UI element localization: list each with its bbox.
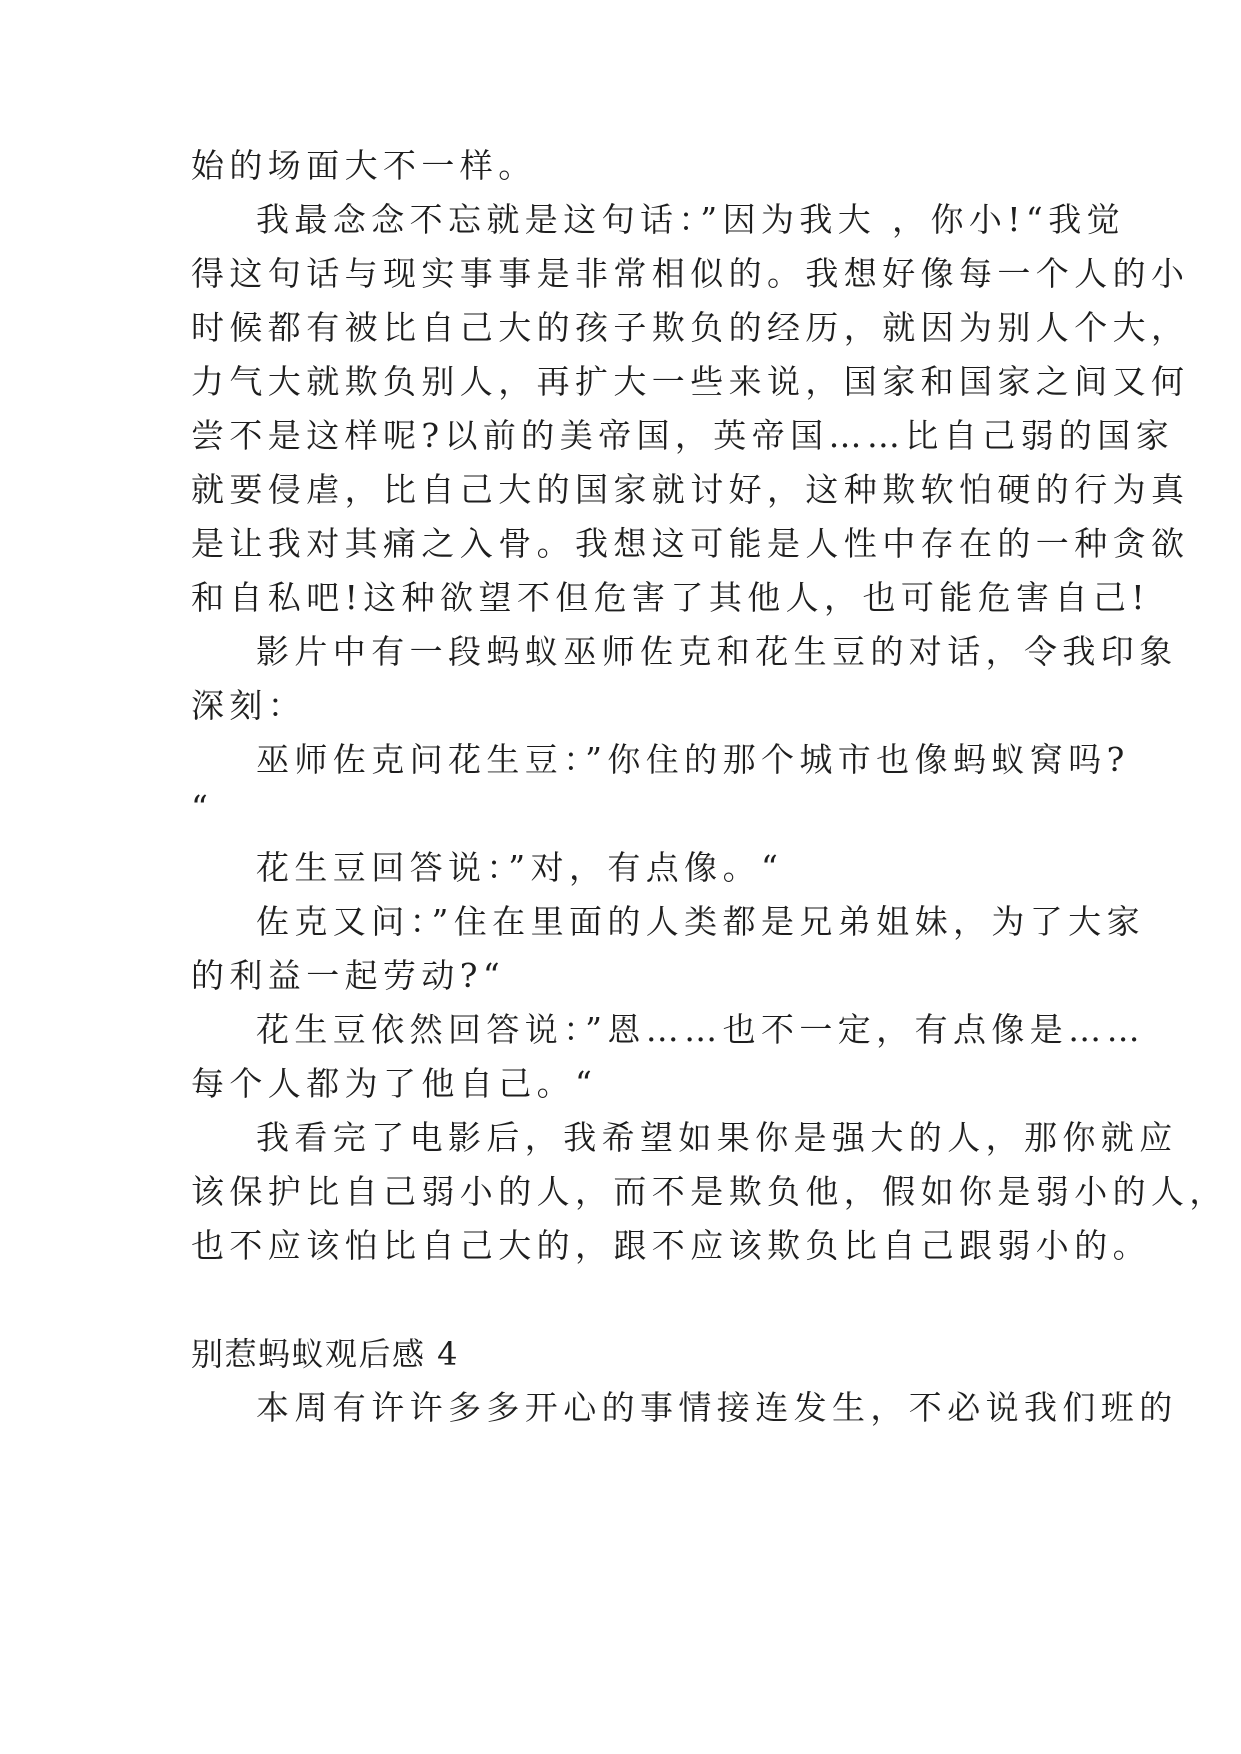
paragraph-line: 力气大就欺负别人，再扩大一些来说，国家和国家之间又何 (191, 362, 1190, 401)
paragraph-line: 我最念念不忘就是这句话：”因为我大 ，你小!“我觉 (256, 200, 1125, 239)
paragraph-line: 该保护比自己弱小的人，而不是欺负他，假如你是弱小的人， (191, 1172, 1228, 1211)
paragraph-line: 的利益一起劳动?“ (191, 956, 506, 995)
paragraph-line: 是让我对其痛之入骨。我想这可能是人性中存在的一种贪欲 (191, 524, 1190, 563)
paragraph-line: 巫师佐克问花生豆：”你住的那个城市也像蚂蚁窝吗? (256, 740, 1130, 779)
paragraph-line: 影片中有一段蚂蚁巫师佐克和花生豆的对话，令我印象 (256, 632, 1178, 671)
paragraph-line: 佐克又问：”住在里面的人类都是兄弟姐妹，为了大家 (256, 902, 1145, 941)
paragraph-line: 深刻： (191, 686, 307, 725)
paragraph-line: 得这句话与现实事事是非常相似的。我想好像每一个人的小 (191, 254, 1190, 293)
paragraph-line: 本周有许许多多开心的事情接连发生，不必说我们班的 (256, 1388, 1178, 1427)
paragraph-line: 也不应该怕比自己大的，跟不应该欺负比自己跟弱小的。 (191, 1226, 1151, 1265)
paragraph-line: 和自私吧!这种欲望不但危害了其他人，也可能危害自己! (191, 578, 1150, 617)
paragraph-line: 尝不是这样呢?以前的美帝国，英帝国……比自己弱的国家 (191, 416, 1175, 455)
paragraph-line: “ (191, 788, 214, 827)
paragraph-line: 时候都有被比自己大的孩子欺负的经历，就因为别人个大， (191, 308, 1190, 347)
paragraph-line: 花生豆依然回答说：”恩……也不一定，有点像是…… (256, 1010, 1145, 1049)
paragraph-line: 花生豆回答说：”对，有点像。“ (256, 848, 784, 887)
paragraph-line: 每个人都为了他自己。“ (191, 1064, 598, 1103)
paragraph-line: 始的场面大不一样。 (191, 146, 537, 185)
section-title: 别惹蚂蚁观后感 4 (191, 1335, 460, 1373)
paragraph-line: 就要侵虐，比自己大的国家就讨好，这种欺软怕硬的行为真 (191, 470, 1190, 509)
paragraph-line: 我看完了电影后，我希望如果你是强大的人，那你就应 (256, 1118, 1178, 1157)
